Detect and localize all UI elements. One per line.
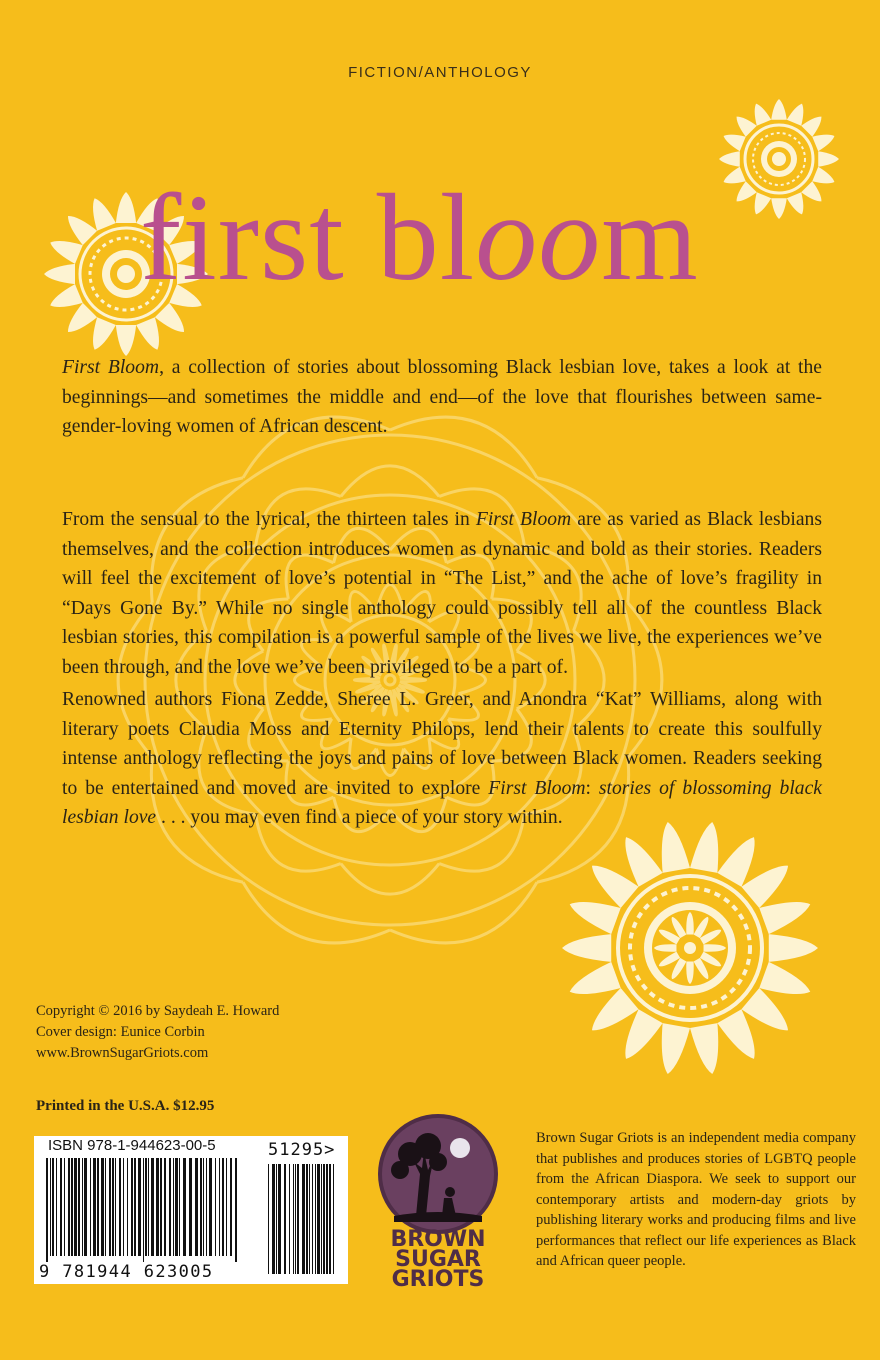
barcode-addon-bar (323, 1164, 325, 1274)
moon-icon (450, 1138, 470, 1158)
background-petal (341, 466, 439, 497)
barcode-bar (160, 1158, 162, 1256)
mandala-petal (724, 135, 746, 152)
mandala-petal (570, 902, 621, 934)
blurb-paragraph-1 (62, 353, 822, 442)
barcode-addon-bar (333, 1164, 334, 1274)
barcode-bar (105, 1158, 106, 1256)
logo-wordmark (390, 1227, 485, 1290)
credits-block (36, 1001, 279, 1064)
barcode-addon-bar (284, 1164, 286, 1274)
barcode-bar (195, 1158, 198, 1256)
publisher-logo (376, 1112, 500, 1290)
publisher-description: Brown Sugar Griots is an independent media company that publishes and produces stories of LGBTQ people from the African Diaspora. We seek to support our contemporary artists and modern-day griots by publishing literary works and producing films and live performances that reflect our life experiences as Black and African queer people. (536, 1130, 856, 1269)
mandala-petal (570, 962, 621, 994)
blurb-paragraph-3 (62, 685, 822, 833)
barcode-bar (109, 1158, 111, 1256)
barcode-bar (60, 1158, 62, 1256)
barcode-addon-bar (278, 1164, 281, 1274)
barcode-addon-bar (268, 1164, 269, 1274)
barcode-bar (101, 1158, 104, 1256)
barcode-addon-bar (297, 1164, 299, 1274)
mandala-petal (690, 1023, 718, 1074)
blurb-paragraph-2 (62, 505, 822, 682)
blurb-text: , a collection of stories about blossoming Black lesbian love, takes a look at the beginnings—and sometimes the middle and end—of the love that flourishes between same-gender-loving women of African descent. (62, 357, 822, 437)
price-addon-digits: 51295> (268, 1140, 336, 1160)
barcode-addon-bar (321, 1164, 322, 1274)
blurb-text: are as varied as Black lesbians themselves, and the collection introduces women as dynamic and bold as their stories. Readers will feel the excitement of love’s potential in “The List,” and the ache of love’s fragility in “Days Gone By.” While no single anthology could possibly tell all of the countless Black lesbian stories, this compilation is a powerful sample of the lives we live, the experiences we’ve been through, and the love we’ve been privileged to be a part of. (62, 509, 822, 678)
title-part: m (601, 169, 699, 306)
barcode-bar (200, 1158, 202, 1256)
barcode-bar (138, 1158, 141, 1256)
barcode-bar (151, 1158, 154, 1256)
ean-digits: 9 781944 623005 (39, 1262, 214, 1282)
barcode-addon-bar (309, 1164, 310, 1274)
barcode-addon-bar (315, 1164, 316, 1274)
blurb-text: Renowned authors Fiona Zedde, Sheree L. Greer, and Anondra “Kat” Williams, along with literary poets Claudia Moss and Eternity Philops, lend their talents to create this soulfully intense anthology reflecting the joys and pains of love between Black women. Readers seeking to be entertained and moved are invited to explore (62, 689, 822, 799)
blurb-text: From the sensual to the lyrical, the thirteen tales in (62, 509, 476, 530)
barcode-bar (52, 1158, 54, 1256)
barcode-bar (131, 1158, 133, 1256)
logo-word: BROWN (390, 1227, 486, 1252)
barcode-bar (143, 1158, 144, 1262)
barcode-bar (148, 1158, 149, 1256)
mandala-petal (719, 151, 740, 167)
barcode-bar (215, 1158, 216, 1256)
barcode-bar (46, 1158, 48, 1262)
isbn-barcode (34, 1136, 348, 1284)
barcode-addon-bar (272, 1164, 275, 1274)
barcode-bar (209, 1158, 212, 1256)
barcode-bar (90, 1158, 91, 1256)
barcode-bar (230, 1158, 232, 1256)
barcode-bar (123, 1158, 124, 1256)
barcode-bar (179, 1158, 180, 1256)
barcode-bar (156, 1158, 159, 1256)
title-part: first bl (140, 169, 476, 306)
barcode-addon-bar (295, 1164, 296, 1274)
barcode-bar (173, 1158, 174, 1256)
barcode-bar (112, 1158, 114, 1256)
price-line: Printed in the U.S.A. $12.95 (36, 1098, 215, 1114)
isbn-label: ISBN 978-1-944623-00-5 (48, 1137, 216, 1154)
mandala-petal (771, 99, 787, 120)
blurb-text: . . . you may even find a piece of your story within. (156, 807, 563, 828)
barcode-bar (119, 1158, 121, 1256)
barcode-bar (175, 1158, 178, 1256)
barcode-bar (235, 1158, 237, 1262)
logo-word: GRIOTS (391, 1267, 485, 1290)
barcode-addon-bar (317, 1164, 320, 1274)
logo-word: SUGAR (395, 1247, 481, 1272)
barcode-bar (56, 1158, 57, 1256)
book-title-italic: First Bloom (62, 357, 160, 378)
mandala-petal (787, 104, 804, 126)
book-title-italic: First Bloom (475, 509, 572, 530)
barcode-bar (74, 1158, 77, 1256)
tree-reading-girl-icon (376, 1112, 500, 1290)
mandala-petal (759, 962, 810, 994)
barcode-addon-bar (329, 1164, 331, 1274)
barcode-bar (64, 1158, 65, 1256)
barcode-bar (206, 1158, 207, 1256)
copyright-line: Copyright © 2016 by Saydeah E. Howard (36, 1003, 280, 1019)
barcode-bar (226, 1158, 227, 1256)
barcode-bar (127, 1158, 128, 1256)
barcode-bar (115, 1158, 116, 1256)
barcode-addon-bar (276, 1164, 277, 1274)
barcode-bar (189, 1158, 192, 1256)
mandala-petal (116, 192, 136, 223)
barcode-addon-bar (312, 1164, 313, 1274)
mandala-petal (562, 934, 611, 962)
barcode-bar (203, 1158, 204, 1256)
book-title (140, 168, 780, 308)
background-petal (341, 864, 439, 895)
barcode-bar (68, 1158, 70, 1256)
barcode-bar (71, 1158, 73, 1256)
cover-design-line: Cover design: Eunice Corbin (36, 1024, 205, 1040)
barcode-bar (50, 1158, 51, 1256)
barcode-addon-bar (293, 1164, 294, 1274)
mandala-petal (44, 264, 75, 284)
barcode-addon-bar (326, 1164, 328, 1274)
mandala-petal (818, 151, 839, 167)
genre-label: FICTION/ANTHOLOGY (348, 64, 532, 81)
mandala-petal (812, 167, 834, 184)
mandala-petal (812, 135, 834, 152)
barcode-bar (164, 1158, 166, 1256)
mandala-petal (116, 325, 136, 356)
mandala-petal (759, 902, 810, 934)
barcode-addon-bar (306, 1164, 308, 1274)
mandala-petal (787, 192, 804, 214)
barcode-bar (145, 1158, 147, 1256)
mandala-petal (769, 934, 818, 962)
barcode-bar (169, 1158, 171, 1256)
subtitle-italic: stories of blossoming black lesbian love (62, 777, 822, 828)
blurb-text: : (585, 777, 599, 799)
book-title-italic: First Bloom (488, 777, 586, 799)
mandala-petal (662, 1023, 690, 1074)
barcode-bar (222, 1158, 224, 1256)
barcode-bar (78, 1158, 80, 1256)
barcode-addon-bar (302, 1164, 305, 1274)
mandala-petal (755, 104, 772, 126)
barcode-bar (82, 1158, 83, 1256)
barcode-bar (219, 1158, 220, 1256)
website-line: www.BrownSugarGriots.com (36, 1045, 209, 1061)
title-part-italic: oo (475, 169, 602, 306)
barcode-bar (134, 1158, 136, 1256)
barcode-addon-bar (289, 1164, 290, 1274)
barcode-bar (97, 1158, 99, 1256)
barcode-bar (93, 1158, 96, 1256)
barcode-bar (84, 1158, 87, 1256)
barcode-bar (183, 1158, 186, 1256)
mandala-flower-icon (560, 818, 820, 1078)
